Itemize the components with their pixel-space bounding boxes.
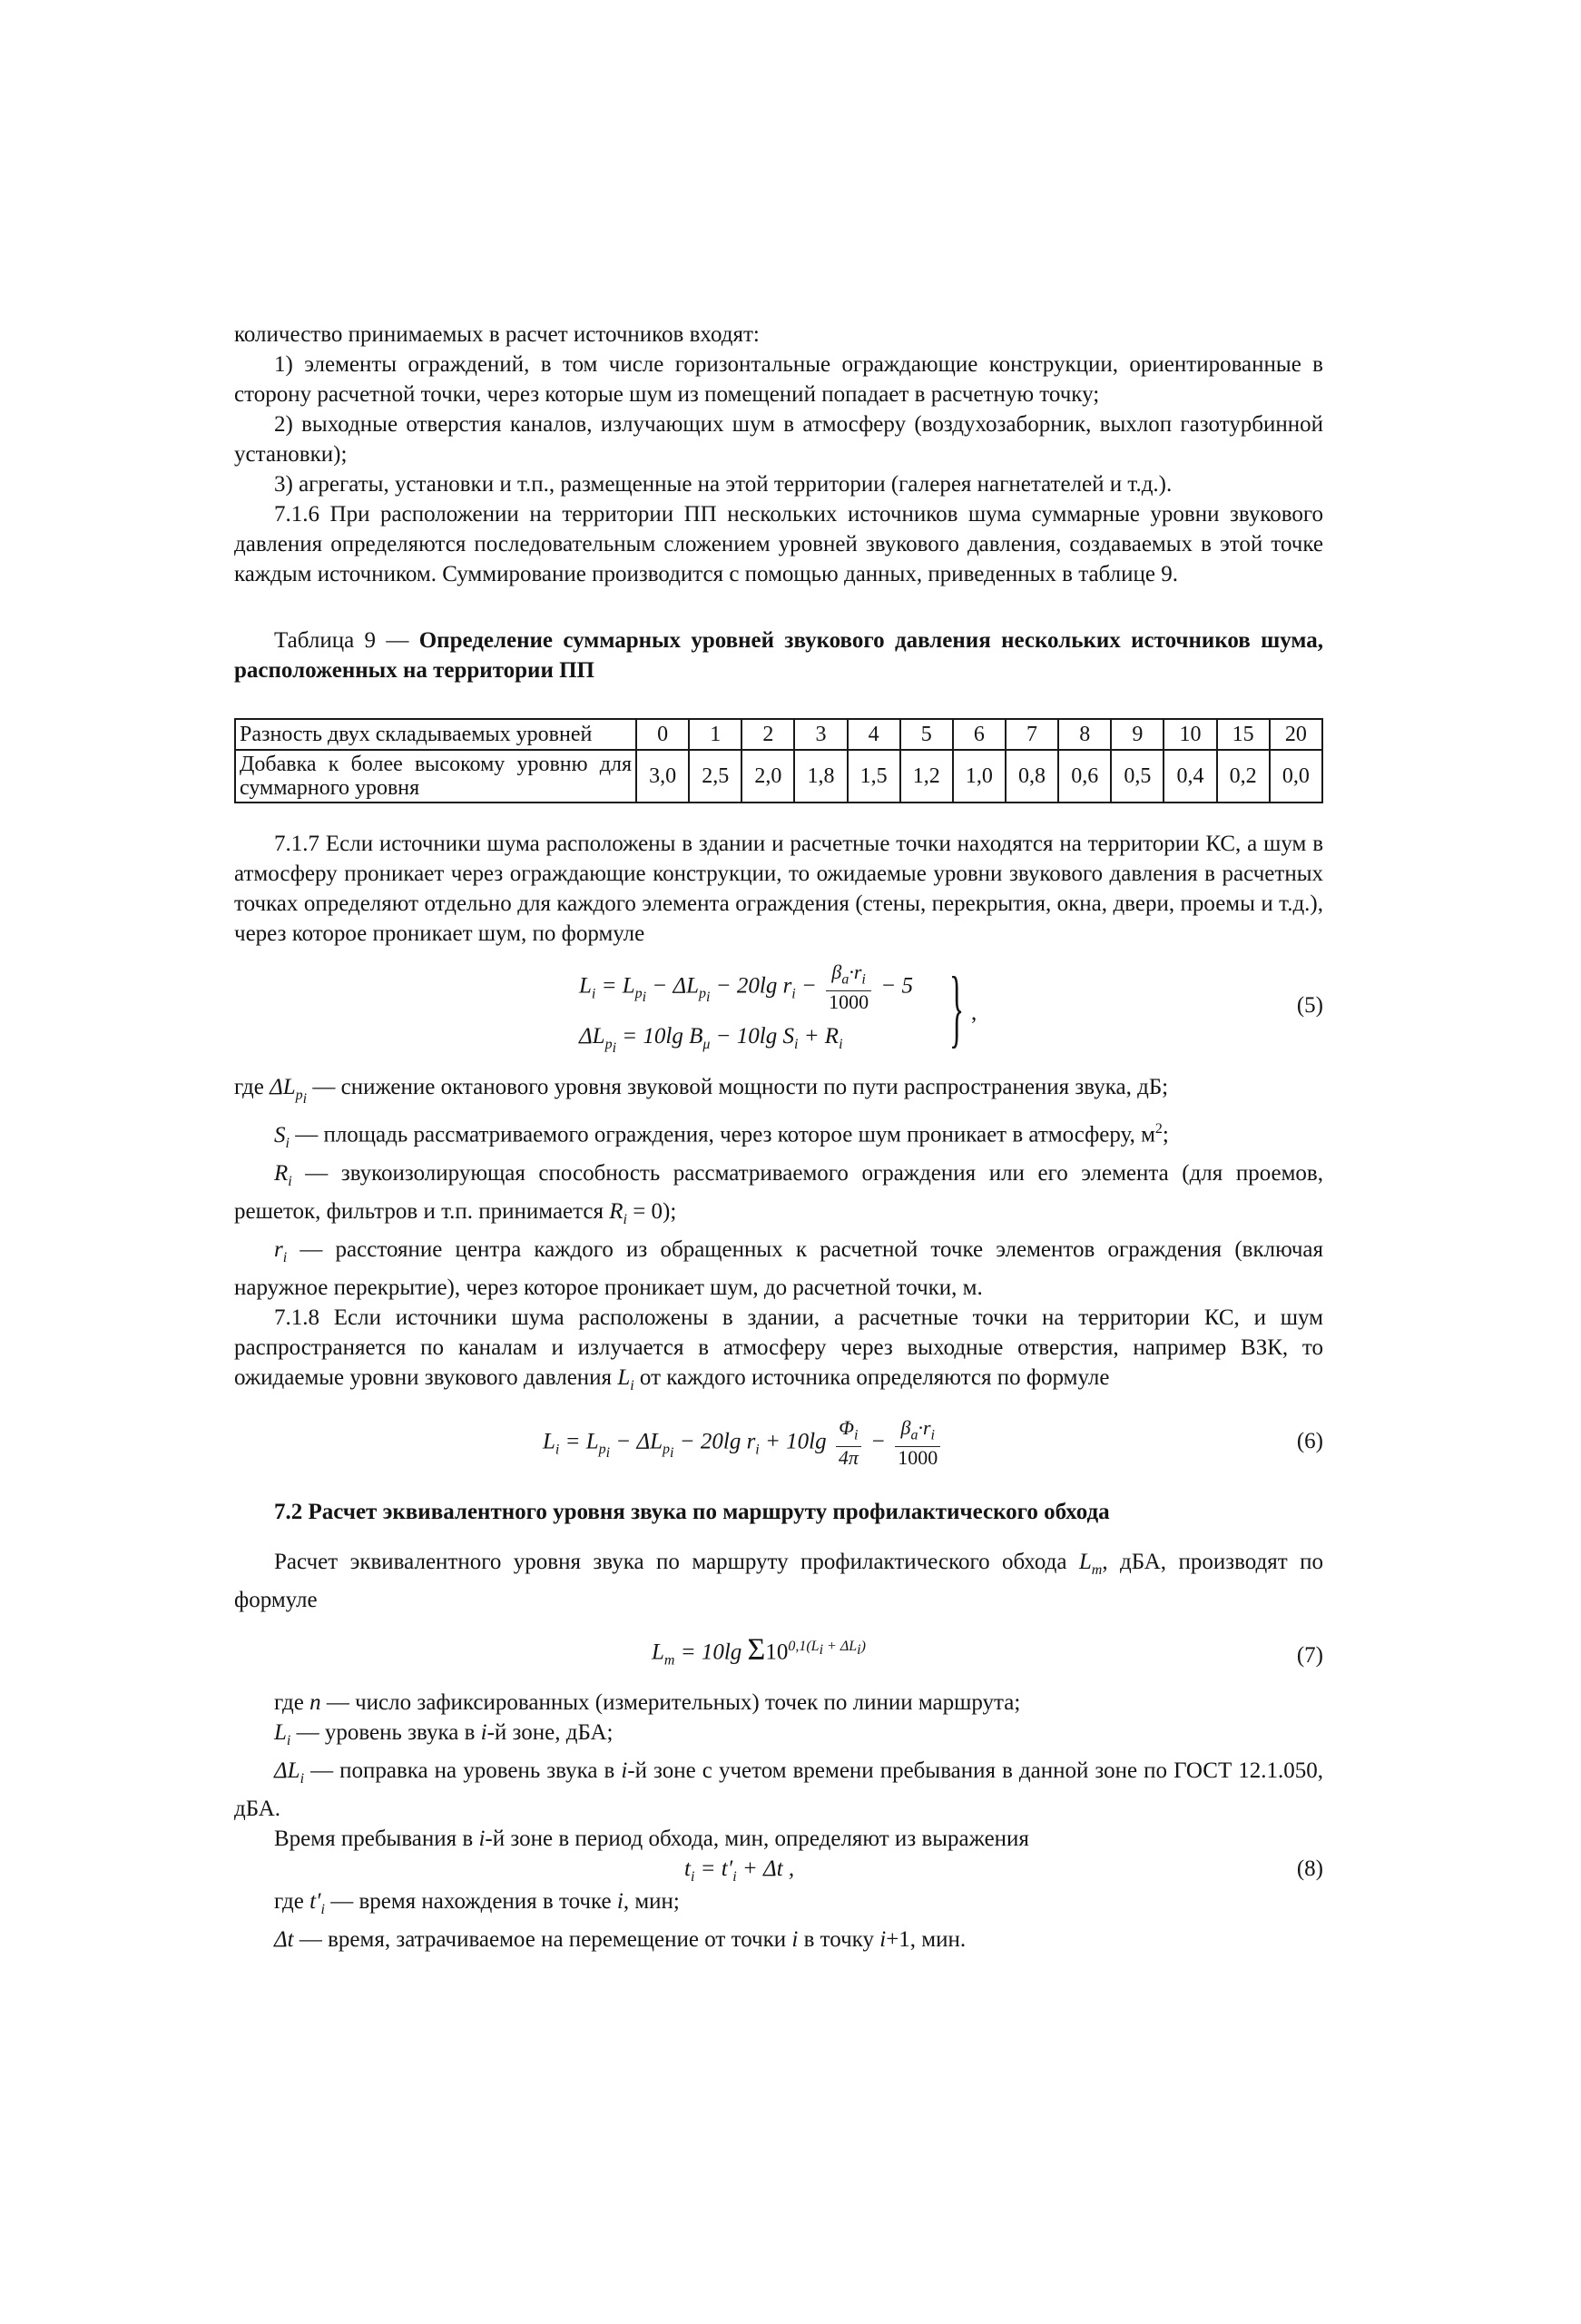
where-dt: Δt — время, затрачиваемое на перемещение от точки i в точку i+1, мин. <box>274 1926 967 1952</box>
where-t: где $t'_i$ — время нахождения в точке i, мин; <box>274 1888 680 1917</box>
table-row <box>235 719 1322 750</box>
table-cell: 0,4 <box>1164 750 1216 803</box>
table-cell: 2,5 <box>689 750 741 803</box>
table-cell: 1 <box>689 719 741 750</box>
equation-number-7: (7) <box>1296 1642 1323 1668</box>
where-delta-lp: где $\Delta L_{p_i}$ — снижение октанового уровня звуковой мощности по пути распространения звука, дБ; <box>234 1075 1169 1108</box>
table-cell: 1,5 <box>848 750 900 803</box>
table-row-label: Разность двух складываемых уровней <box>235 719 636 750</box>
table-row <box>235 750 1322 803</box>
table-cell: 0 <box>636 719 689 750</box>
equation-number-8: (8) <box>1296 1856 1323 1881</box>
paragraph-7-1-6: 7.1.6 При расположении на территории ПП нескольких источников шума суммарные уровни звукового давления определяются последовательным сложением уровней звукового давления, создаваемых в этой точке каждым источником. Суммирование производится с помощью данных, приведенных в таблице 9. <box>234 502 1323 586</box>
equation-number-5: (5) <box>1296 993 1323 1018</box>
table-cell: 9 <box>1111 719 1164 750</box>
table-cell: 8 <box>1058 719 1111 750</box>
formula-6: $L_i = L_{p_i} - \Delta L_{p_i} - 20\lg$ $r_i + 10\lg$ $\frac{\Phi_i}{4\pi}$ − $\frac{\beta_a\cdot r_i}{1000}$ (6) <box>543 1415 1323 1469</box>
table-row-label: Добавка к более высокому уровню для суммарного уровня <box>235 750 636 803</box>
paragraph-7-2: Расчет эквивалентного уровня звука по маршруту профилактического обхода $L_m$, дБА, производят по формуле <box>234 1549 1323 1612</box>
equation-number-6: (6) <box>1296 1428 1323 1453</box>
formula-8: $t_i = t'_i + \Delta t$ , (8) <box>234 1854 1323 1886</box>
table-cell: 0,6 <box>1058 750 1111 803</box>
section-7-2-heading: 7.2 Расчет эквивалентного уровня звука по маршруту профилактического обхода <box>274 1499 1110 1524</box>
table-cell: 4 <box>848 719 900 750</box>
time-paragraph: Время пребывания в i-й зоне в период обхода, мин, определяют из выражения <box>274 1826 1029 1851</box>
table-cell: 0,5 <box>1111 750 1164 803</box>
where-ri: $r_i$ — расстояние центра каждого из обращенных к расчетной точке элементов ограждения (включая наружное перекрытие), через которое проникает шум, до расчетной точки, м. <box>234 1236 1323 1300</box>
intro-item-2: 2) выходные отверстия каналов, излучающих шум в атмосферу (воздухозаборник, выхлоп газотурбинной установки); <box>234 412 1323 467</box>
table-cell: 6 <box>953 719 1006 750</box>
intro-item-3: 3) агрегаты, установки и т.п., размещенные на этой территории (галерея нагнетателей и т.д.). <box>274 472 1173 497</box>
table-cell: 2,0 <box>741 750 794 803</box>
where-n: где n — число зафиксированных (измерительных) точек по линии маршрута; <box>274 1689 1021 1715</box>
intro-lead: количество принимаемых в расчет источников входят: <box>234 322 760 347</box>
table-cell: 0,0 <box>1270 750 1322 803</box>
paragraph-7-1-8: 7.1.8 Если источники шума расположены в здании, а расчетные точки на территории КС, и шум распространяется по каналам и излучается в атмосферу через выходные отверстия, например ВЗК, то ожидаемые уровни звукового давления $L_i$ от каждого источника определяются по формуле <box>234 1305 1323 1393</box>
where-r: $R_i$ — звукоизолирующая способность рассматриваемого ограждения или его элемента (для проемов, решеток, фильтров и т.п. принимается $R_i = 0$); <box>234 1160 1323 1227</box>
paragraph-7-1-7: 7.1.7 Если источники шума расположены в здании и расчетные точки находятся на территории КС, а шум в атмосферу проникает через ограждающие конструкции, то ожидаемые уровни звукового давления в расчетных точках определяют отдельно для каждого элемента ограждения (стены, перекрытия, окна, двери, проемы и т.д.), через которое проникает шум, по формуле <box>234 832 1323 946</box>
formula-5: $L_i = L_{p_i} - \Delta L_{p_i} - 20\lg$ $r_i$ − $\frac{\beta_a\cdot r_i}{1000}$ − 5 $\Delta L_{p_i} = 10\lg$ $B_\mu - 10\lg$ $S_i + R_i$ } , (5) <box>579 959 1323 1057</box>
document-page <box>234 320 1323 1955</box>
table-9 <box>234 718 1323 803</box>
table-cell: 0,2 <box>1217 750 1270 803</box>
table-cell: 15 <box>1217 719 1270 750</box>
table-cell: 1,2 <box>900 750 953 803</box>
where-delta-li: $\Delta L_i$ — поправка на уровень звука в i-й зоне с учетом времени пребывания в данной зоне по ГОСТ 12.1.050, дБА. <box>234 1758 1324 1821</box>
table-cell: 1,0 <box>953 750 1006 803</box>
table-cell: 20 <box>1270 719 1322 750</box>
where-s: $S_i$ — площадь рассматриваемого ограждения, через которое шум проникает в атмосферу, $м^2$; <box>274 1121 1169 1151</box>
table-cell: 3 <box>794 719 847 750</box>
formula-7: $L_m = 10\lg$ $\Sigma 10^{0,1(L_i + \Delta L_i)}$ (7) <box>234 1624 1323 1682</box>
table-cell: 7 <box>1006 719 1058 750</box>
where-li: $L_i$ — уровень звука в i-й зоне, дБА; <box>274 1719 614 1748</box>
table-cell: 10 <box>1164 719 1216 750</box>
table-cell: 0,8 <box>1006 750 1058 803</box>
table-cell: 3,0 <box>636 750 689 803</box>
table-cell: 5 <box>900 719 953 750</box>
table-cell: 2 <box>741 719 794 750</box>
intro-item-1: 1) элементы ограждений, в том числе горизонтальные ограждающие конструкции, ориентированные в сторону расчетной точки, через которые шум из помещений попадает в расчетную точку; <box>234 352 1323 407</box>
table-cell: 1,8 <box>794 750 847 803</box>
table-9-caption: Таблица 9 — Определение суммарных уровней звукового давления нескольких источников шума, расположенных на территории ПП <box>234 628 1324 683</box>
